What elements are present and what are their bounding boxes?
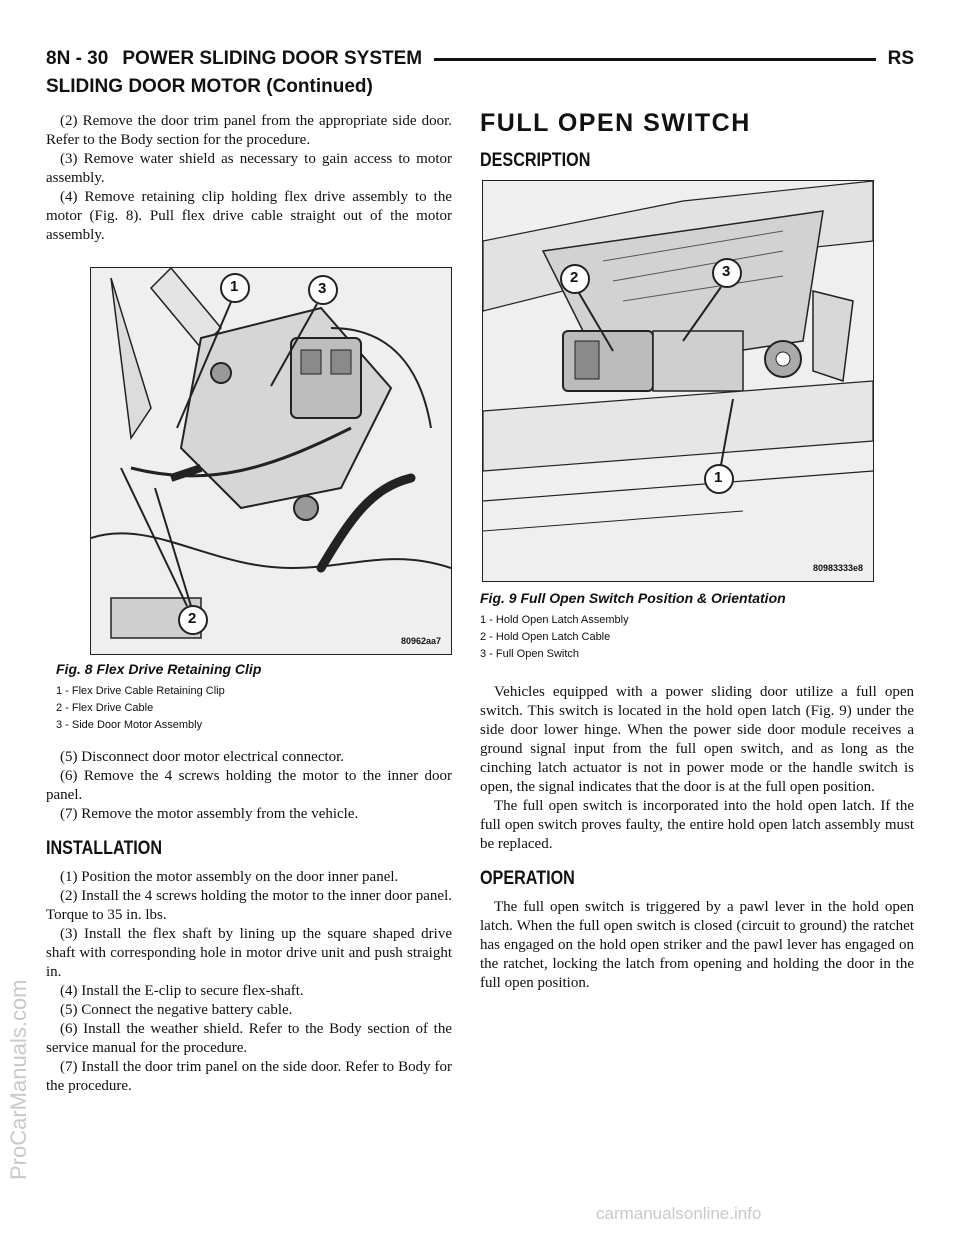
callout-2: 2 <box>188 610 197 627</box>
figure-9-caption: Fig. 9 Full Open Switch Position & Orientation <box>480 590 786 606</box>
figure-part-number: 80983333e8 <box>812 563 863 573</box>
continued-title: SLIDING DOOR MOTOR (Continued) <box>46 76 373 97</box>
full-open-switch-illustration <box>483 181 873 581</box>
step-7: (7) Remove the motor assembly from the vehicle. <box>60 806 359 822</box>
install-step-7: (7) Install the door trim panel on the side door. Refer to Body for the procedure. <box>46 1059 452 1094</box>
install-step-5: (5) Connect the negative battery cable. <box>60 1002 293 1018</box>
operation-heading: OPERATION <box>480 868 575 889</box>
operation-paragraph: The full open switch is triggered by a pawl lever in the hold open latch. When the full open switch is closed (circuit to ground) the ratchet has engaged on the hold open striker and the pawl lever has engaged on the ratchet, locking the latch from opening and holding the door in the full open position. <box>480 899 914 991</box>
install-step-3: (3) Install the flex shaft by lining up the square shaped drive shaft with corresponding hole in motor drive unit and push straight in. <box>46 926 452 980</box>
description-heading: DESCRIPTION <box>480 150 591 171</box>
description-paragraph-1: Vehicles equipped with a power sliding door utilize a full open switch. This switch is located in the hold open latch (Fig. 9) under the side door lower hinge. When the power side door module receives a ground signal input from the full open switch, and as long as the cinching latch actuator is not in power mode or the handle switch is open, the signal indicates that the door is at the full open position. <box>480 684 914 795</box>
install-step-1: (1) Position the motor assembly on the door inner panel. <box>60 869 399 885</box>
step-3: (3) Remove water shield as necessary to gain access to motor assembly. <box>46 151 452 186</box>
install-step-2: (2) Install the 4 screws holding the motor to the inner door panel. Torque to 35 in. lbs. <box>46 888 452 923</box>
legend-item: 1 - Hold Open Latch Assembly <box>480 614 629 626</box>
figure-9 <box>482 180 874 582</box>
description-paragraph-2: The full open switch is incorporated into the hold open latch. If the full open switch proves faulty, the entire hold open latch assembly must be replaced. <box>480 798 914 852</box>
callout-2: 2 <box>570 269 579 286</box>
step-6: (6) Remove the 4 screws holding the motor to the inner door panel. <box>46 768 452 803</box>
section-heading: FULL OPEN SWITCH <box>480 109 751 137</box>
figure-part-number: 80962aa7 <box>400 636 441 646</box>
legend-item: 1 - Flex Drive Cable Retaining Clip <box>56 685 225 697</box>
side-watermark: ProCarManuals.com <box>6 979 31 1180</box>
install-step-4: (4) Install the E-clip to secure flex-shaft. <box>60 983 304 999</box>
right-column <box>480 108 914 993</box>
left-column <box>46 112 452 1096</box>
legend-item: 2 - Flex Drive Cable <box>56 702 154 714</box>
model-code: RS <box>887 48 914 69</box>
callout-1: 1 <box>230 278 239 295</box>
flex-drive-illustration <box>91 268 451 654</box>
install-step-6: (6) Install the weather shield. Refer to the Body section of the service manual for the procedure. <box>46 1021 452 1056</box>
page-header <box>46 46 914 72</box>
callout-3: 3 <box>318 280 327 297</box>
header-rule <box>434 58 875 61</box>
legend-item: 3 - Side Door Motor Assembly <box>56 719 203 731</box>
figure-9-legend <box>480 612 914 663</box>
footer-watermark: carmanualsonline.info <box>596 1204 762 1223</box>
figure-8 <box>90 267 452 655</box>
step-5: (5) Disconnect door motor electrical connector. <box>60 749 345 765</box>
step-4: (4) Remove retaining clip holding flex drive assembly to the motor (Fig. 8). Pull flex drive cable straight out of the motor assembly. <box>46 189 452 243</box>
legend-item: 2 - Hold Open Latch Cable <box>480 631 611 643</box>
callout-1: 1 <box>714 469 723 486</box>
installation-heading: INSTALLATION <box>46 838 163 859</box>
figure-8-caption: Fig. 8 Flex Drive Retaining Clip <box>56 661 262 677</box>
step-2: (2) Remove the door trim panel from the appropriate side door. Refer to the Body section for the procedure. <box>46 113 452 148</box>
callout-3: 3 <box>722 263 731 280</box>
figure-8-legend <box>56 683 452 734</box>
section-title: POWER SLIDING DOOR SYSTEM <box>122 48 423 69</box>
legend-item: 3 - Full Open Switch <box>480 648 580 660</box>
page-number: 8N - 30 <box>46 48 109 69</box>
